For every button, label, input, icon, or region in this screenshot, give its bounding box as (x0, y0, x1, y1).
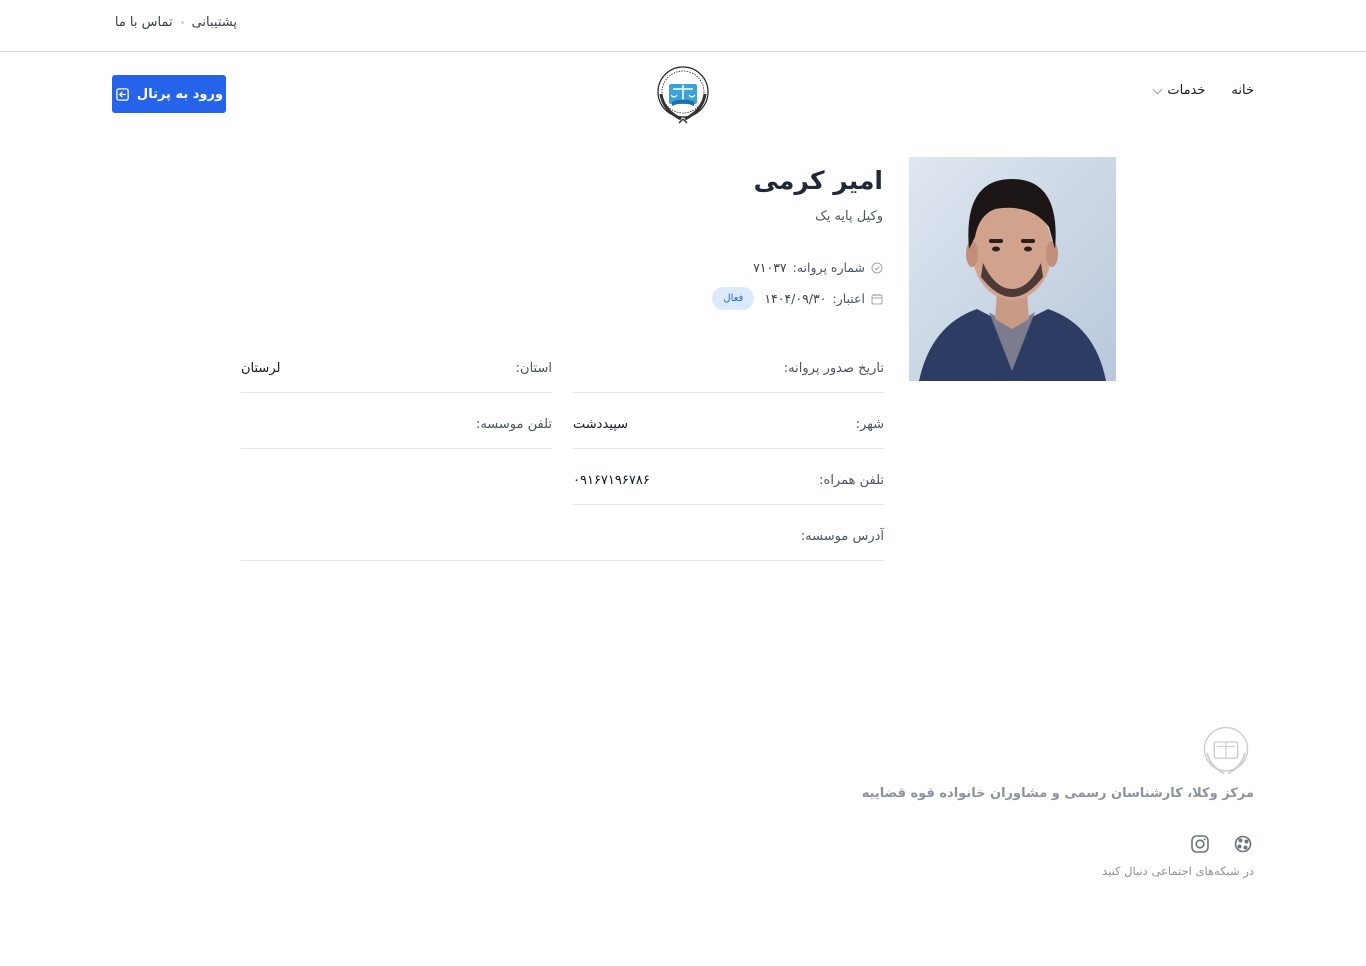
instagram-icon[interactable] (1189, 833, 1211, 855)
support-link[interactable]: پشتیبانی (191, 15, 237, 30)
address-label: آدرس موسسه: (800, 529, 884, 544)
city-value: سپیددشت (573, 417, 629, 432)
issue-date-label: تاریخ صدور پروانه: (783, 361, 884, 376)
social-links (1189, 833, 1254, 855)
field-address (241, 529, 884, 561)
login-icon (115, 87, 130, 102)
province-label: استان: (515, 361, 552, 376)
institute-phone-label: تلفن موسسه: (475, 417, 552, 432)
lawyer-title: وکیل پایه یک (815, 209, 883, 224)
validity-label: اعتبار: (832, 291, 865, 306)
check-circle-icon (871, 262, 883, 274)
main-nav (1154, 83, 1254, 98)
field-province (241, 361, 552, 393)
portal-login-button[interactable] (112, 75, 226, 113)
license-number: ۷۱۰۳۷ (753, 260, 787, 275)
province-value: لرستان (241, 361, 281, 376)
lawyer-name: امیر کرمی (753, 166, 883, 195)
calendar-icon (871, 293, 883, 305)
field-city (573, 417, 884, 449)
field-issue-date (573, 361, 884, 393)
nav-services[interactable] (1154, 83, 1205, 98)
portal-login-label: ورود به پرتال (136, 86, 224, 102)
top-links (115, 15, 237, 30)
license-label: شماره پروانه: (792, 260, 865, 275)
top-utility-bar (0, 0, 1366, 52)
separator-dot (181, 21, 184, 24)
aparat-icon[interactable] (1232, 833, 1254, 855)
footer-logo (1199, 724, 1253, 778)
follow-text: در شبکه‌های اجتماعی دنبال کنید (1102, 864, 1254, 878)
mobile-label: تلفن همراه: (819, 473, 884, 488)
nav-services-label: خدمات (1167, 83, 1206, 98)
status-badge: فعال (712, 287, 754, 310)
nav-home[interactable]: خانه (1231, 83, 1254, 98)
lawyer-photo (909, 157, 1116, 381)
footer-org-name: مرکز وکلا، کارشناسان رسمی و مشاوران خانواده قوه قضاییه (861, 786, 1254, 801)
chevron-down-icon (1153, 84, 1163, 94)
contact-link[interactable]: تماس با ما (114, 15, 173, 30)
judiciary-logo[interactable] (653, 64, 713, 124)
city-label: شهر: (855, 417, 884, 432)
mobile-value: ۰۹۱۶۷۱۹۶۷۸۶ (573, 473, 650, 488)
field-institute-phone (241, 417, 552, 449)
validity-date: ۱۴۰۴/۰۹/۳۰ (764, 291, 827, 306)
field-mobile (573, 473, 884, 505)
license-row (753, 260, 883, 275)
validity-row (712, 287, 883, 310)
